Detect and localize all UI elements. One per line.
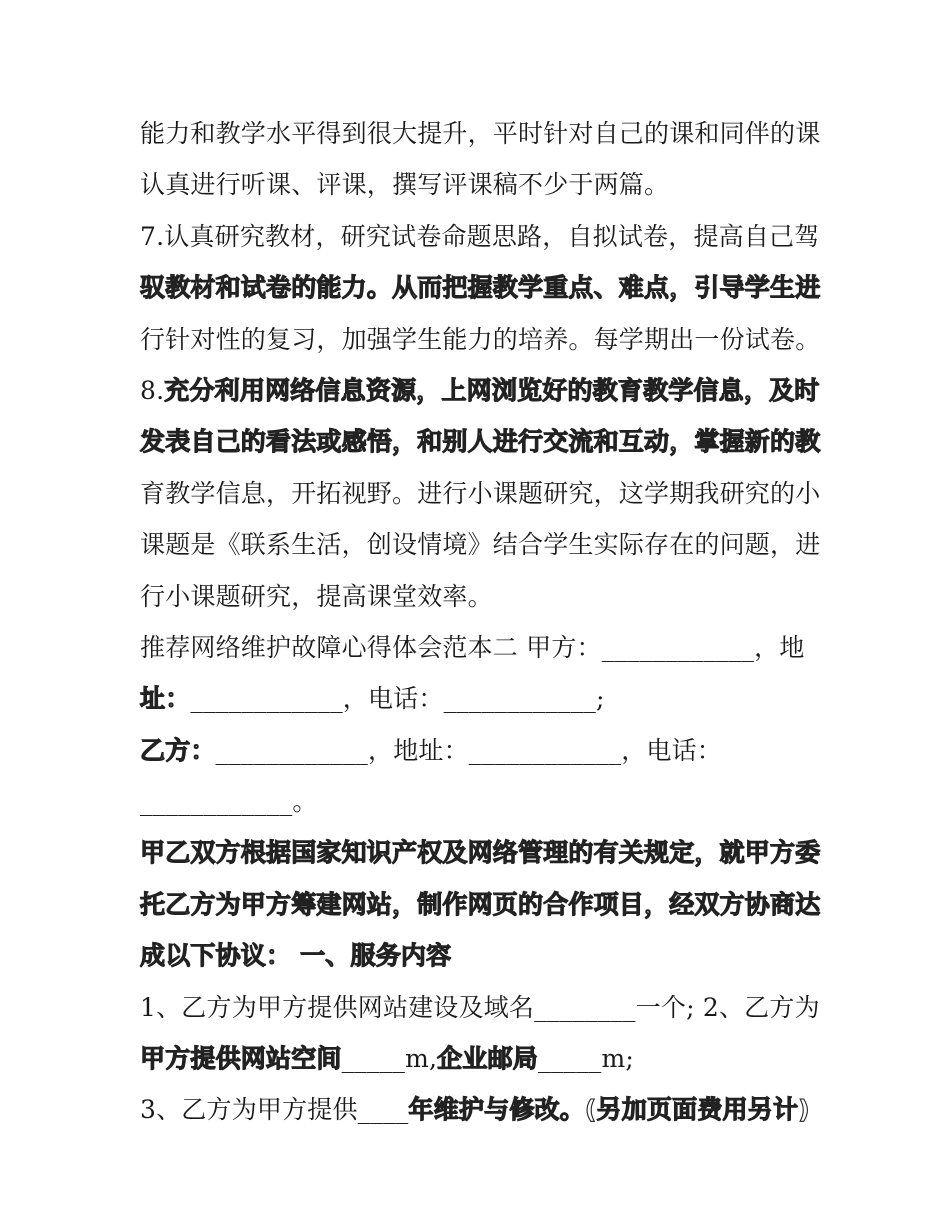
text-segment: 课题是《联系生活，创设情境》结合学生实际存在的问题，进 xyxy=(140,530,821,560)
document-line xyxy=(140,725,820,776)
document-line xyxy=(140,827,820,878)
outlined-text-segment: 发表自己的看法或感悟，和别人进行交流和互动，掌握新的教 xyxy=(140,427,821,457)
text-segment: 1、乙方为甲方提供网站建设及域名________一个; 2、乙方为 xyxy=(140,992,820,1022)
text-segment: 7.认真研究教材，研究试卷命题思路，自拟试卷，提高自己驾 xyxy=(140,221,820,251)
text-segment: _____m; xyxy=(537,1044,635,1074)
document-line xyxy=(140,365,820,416)
document-line xyxy=(140,314,820,365)
document-line xyxy=(140,211,820,262)
document-line xyxy=(140,879,820,930)
document-line xyxy=(140,930,820,981)
outlined-text-segment: 充分利用网络信息资源，上网浏览好的教育教学信息，及时 xyxy=(164,375,820,405)
document-line xyxy=(140,159,820,210)
outlined-text-segment: 企业邮局 xyxy=(437,1044,538,1074)
text-segment: 8. xyxy=(140,375,165,405)
document-line xyxy=(140,776,820,827)
document-line xyxy=(140,108,820,159)
document-line xyxy=(140,1033,820,1084)
text-segment: ____________，地址：____________，电话： xyxy=(215,735,723,765)
text-segment: 推荐网络维护故障心得体会范本二 甲方：____________，地 xyxy=(140,632,805,662)
document-line xyxy=(140,519,820,570)
document-line xyxy=(140,468,820,519)
document-page xyxy=(140,108,820,1136)
text-segment: 3、乙方为甲方提供____ xyxy=(140,1095,409,1125)
text-segment: ____________，电话：____________; xyxy=(190,684,605,714)
text-segment: 行小课题研究，提高课堂效率。 xyxy=(140,581,493,611)
outlined-text-segment: 甲方提供网站空间 xyxy=(140,1044,342,1074)
document-line xyxy=(140,262,820,313)
outlined-text-segment: 甲乙双方根据国家知识产权及网络管理的有关规定，就甲方委 xyxy=(140,838,821,868)
document-line xyxy=(140,673,820,724)
text-segment: 育教学信息，开拓视野。进行小课题研究，这学期我研究的小 xyxy=(140,478,821,508)
document-line xyxy=(140,571,820,622)
text-segment: 行针对性的复习，加强学生能力的培养。每学期出一份试卷。 xyxy=(140,324,821,354)
document-line xyxy=(140,416,820,467)
outlined-text-segment: 乙方： xyxy=(140,735,216,765)
document-line xyxy=(140,982,820,1033)
document-line xyxy=(140,622,820,673)
outlined-text-segment: 托乙方为甲方筹建网站，制作网页的合作项目，经双方协商达 xyxy=(140,889,821,919)
text-segment: 能力和教学水平得到很大提升，平时针对自己的课和同伴的课 xyxy=(140,119,821,148)
text-segment: 认真进行听课、评课，撰写评课稿不少于两篇。 xyxy=(140,170,670,200)
outlined-text-segment: 成以下协议： 一、服务内容 xyxy=(140,941,452,971)
outlined-text-segment: 年维护与修改。(另加页面费用另计) xyxy=(408,1095,810,1125)
outlined-text-segment: 址： xyxy=(140,684,191,714)
text-segment: ____________。 xyxy=(140,787,318,817)
text-segment: _____m, xyxy=(341,1044,438,1074)
outlined-text-segment: 驭教材和试卷的能力。从而把握教学重点、难点，引导学生进 xyxy=(140,273,821,303)
document-line xyxy=(140,1084,820,1135)
